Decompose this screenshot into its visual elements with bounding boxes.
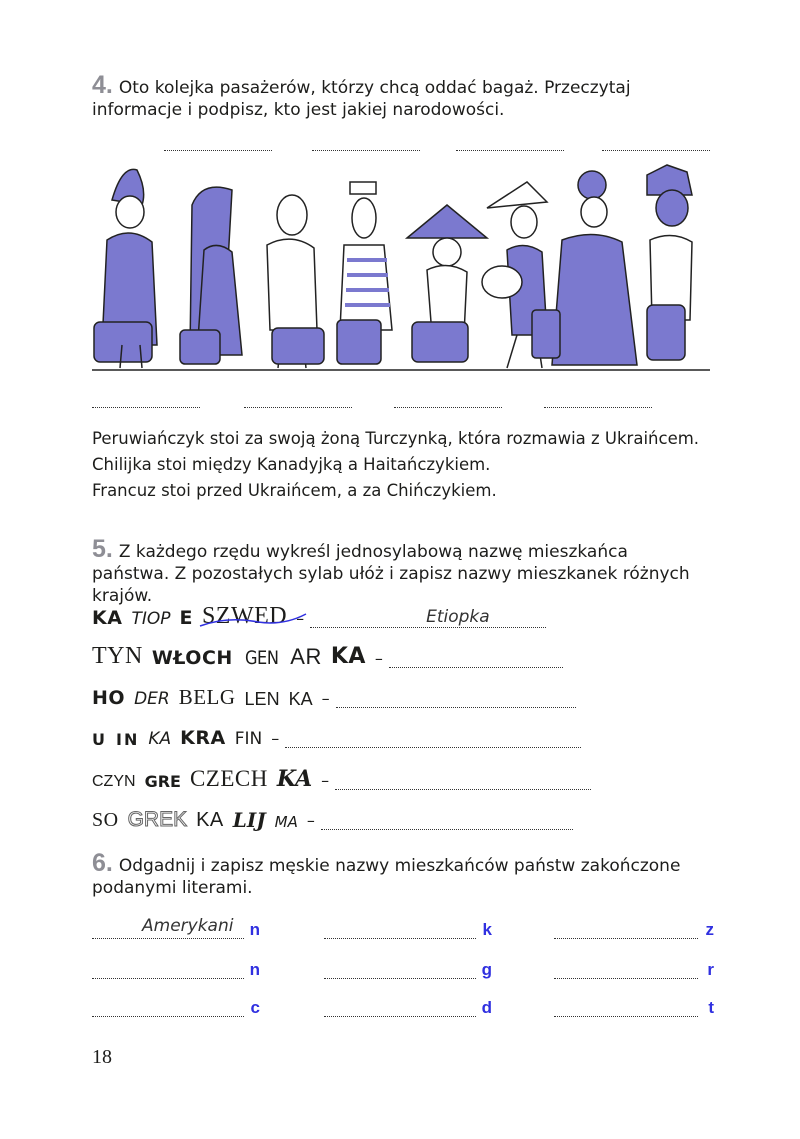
clue-3: Francuz stoi przed Ukraińcem, a za Chińczykiem. [92,481,497,500]
answer-line-top-1[interactable] [164,140,272,151]
answer-line-row-2[interactable] [389,647,563,668]
ending-letter: k [482,920,492,939]
answer-line-row-1[interactable] [310,607,546,628]
syllable: HO [92,687,126,709]
exercise-4-text: Oto kolejka pasażerów, którzy chcą oddać bagaż. Przeczytaj informacje i podpisz, kto jest jakiej narodowości. [92,78,631,120]
syllable-row-6 [92,794,573,830]
syllable: KA [148,729,172,749]
ending-letter: z [705,920,714,939]
syllable: MA [274,813,298,831]
ending-answer-7[interactable] [92,994,260,1017]
dash: – [271,729,280,748]
exercise-6-instruction [92,849,710,899]
syllable: IN [116,730,140,749]
syllable-struck[interactable]: SZWED [202,604,287,628]
ending-answer-4[interactable] [92,956,260,979]
syllable: E [179,607,193,629]
ending-letter: n [249,920,260,939]
passenger-1 [94,169,157,368]
ending-letter: t [708,998,714,1017]
answer-line-bottom-3[interactable] [394,397,502,408]
passenger-3 [267,195,324,368]
syllable-row-1 [92,592,546,628]
syllable: U [92,730,107,749]
syllable: KA [288,689,313,709]
syllable-row-2 [92,632,563,668]
syllable-row-3 [92,672,576,708]
bottom-answer-lines [92,397,710,413]
ending-answer-2[interactable] [324,916,492,939]
answer-line-bottom-4[interactable] [544,397,652,408]
syllable: KA [92,607,123,629]
syllable: WŁOCH [151,647,233,669]
answer-line-top-3[interactable] [456,140,564,151]
dash: – [306,811,315,830]
exercise-6-text: Odgadnij i zapisz męskie nazwy mieszkańców państw zakończone podanymi literami. [92,856,681,898]
exercise-5-number: 5. [92,535,113,563]
ending-letter: n [249,960,260,979]
answer-line-row-5[interactable] [335,769,591,790]
dash: – [296,609,305,628]
ending-letter: r [707,960,714,979]
dash: – [374,649,383,668]
passenger-5 [407,205,487,362]
ending-answer-3[interactable] [554,916,714,939]
handwritten-answer: Etiopka [426,607,490,627]
exercise-4-number: 4. [92,71,113,99]
syllable: AR [290,644,322,669]
answer-line-bottom-2[interactable] [244,397,352,408]
syllable: KA [330,644,366,669]
syllable-row-5 [92,754,591,790]
answer-line-top-2[interactable] [312,140,420,151]
syllable: GEN [244,647,279,669]
syllable: SO [92,809,119,831]
syllable: CZECH [189,766,268,791]
top-answer-lines [92,140,710,156]
passenger-8 [647,165,692,360]
ending-answer-8[interactable] [324,994,492,1017]
ending-answer-1[interactable] [92,916,260,939]
syllable: TYN [92,643,143,669]
syllable: DER [134,689,170,709]
syllable: KRA [180,727,226,749]
dash: – [321,689,330,708]
answer-line-top-4[interactable] [602,140,710,151]
syllable: BELG [178,685,236,709]
syllable: KA [196,809,224,831]
exercise-5-text: Z każdego rzędu wykreśl jednosylabową nazwę mieszkańca państwa. Z pozostałych sylab ułóż i zapisz nazwy mieszkanek różnych krajów. [92,542,690,606]
ending-letter: c [250,998,260,1017]
syllable: FIN [234,729,263,749]
passenger-queue-illustration [92,160,710,378]
ending-letter: g [481,960,492,979]
syllable: GRE [144,772,181,791]
handwritten-answer: Amerykani [142,916,234,936]
dash: – [321,771,330,790]
syllable: TIOP [131,609,171,629]
answer-line-row-6[interactable] [321,809,573,830]
syllable: GREK [127,808,188,831]
answer-line-row-3[interactable] [336,687,576,708]
syllable: KA [276,766,313,792]
passenger-2 [180,187,242,364]
answer-line-bottom-1[interactable] [92,397,200,408]
clue-1: Peruwiańczyk stoi za swoją żoną Turczynką, która rozmawia z Ukraińcem. [92,429,700,448]
syllable: CZYN [92,773,136,790]
clue-2: Chilijka stoi między Kanadyjką a Haitańczykiem. [92,455,491,474]
ending-letter: d [481,998,492,1017]
exercise-4-instruction [92,71,710,121]
passenger-4 [337,182,392,364]
strike-mark [198,608,308,632]
page-number: 18 [92,1046,112,1068]
syllable: LIJ [232,808,266,832]
ending-answer-5[interactable] [324,956,492,979]
syllable: LEN [244,689,280,709]
ending-answer-9[interactable] [554,994,714,1017]
ending-answer-6[interactable] [554,956,714,979]
answer-line-row-4[interactable] [285,727,581,748]
passenger-7 [532,171,637,365]
syllable-row-4 [92,712,581,748]
exercise-6-number: 6. [92,849,113,877]
